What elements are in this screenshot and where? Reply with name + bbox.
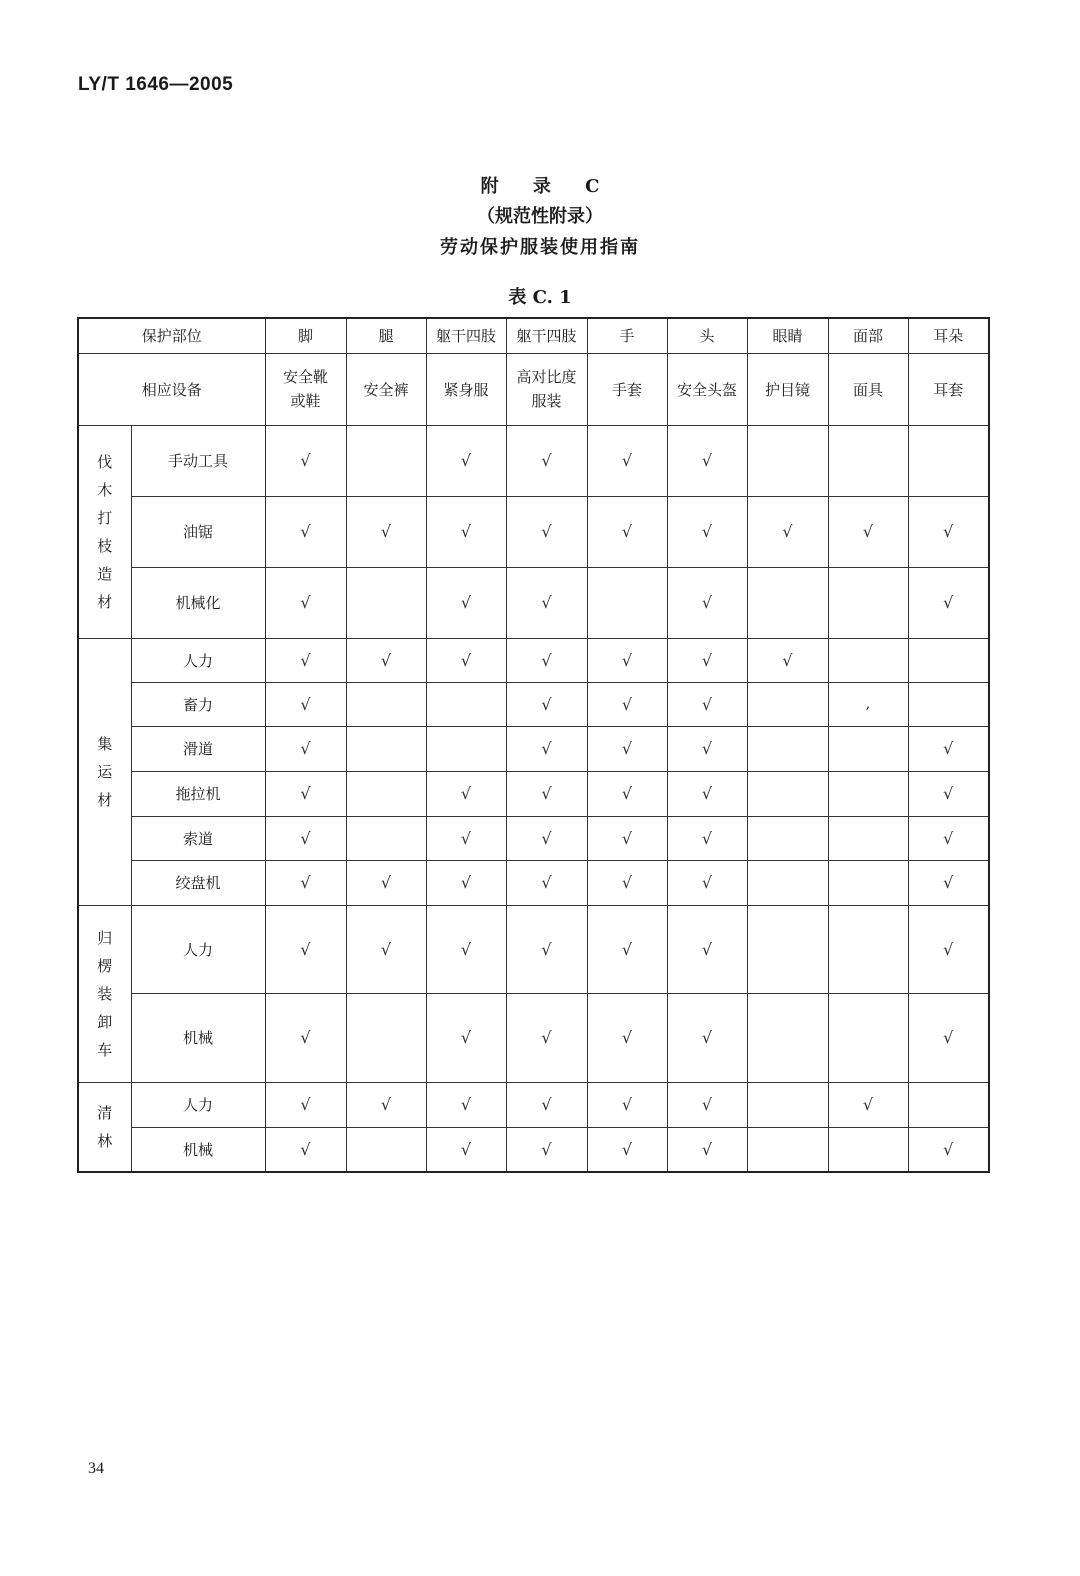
check-mark: √ [506,425,587,496]
check-mark: √ [587,860,667,905]
check-mark: √ [426,771,506,816]
check-mark: √ [667,567,747,638]
check-mark: √ [426,1082,506,1127]
check-mark: √ [828,496,908,567]
check-mark: √ [667,1082,747,1127]
table-row [78,1127,989,1172]
table-row [78,638,989,682]
header-cell: 面部 [828,318,908,353]
check-mark: √ [265,726,346,771]
header-cell: 头 [667,318,747,353]
check-mark: √ [346,638,426,682]
table-row [78,860,989,905]
table-row [78,425,989,496]
row-label: 索道 [131,816,265,860]
check-mark: √ [908,1127,989,1172]
check-mark: √ [265,816,346,860]
check-mark: √ [908,496,989,567]
check-mark: √ [506,567,587,638]
table-row [78,816,989,860]
header-cell: 耳套 [908,353,989,425]
table-row [78,567,989,638]
empty-cell [747,682,828,726]
check-mark: √ [667,726,747,771]
check-mark: √ [587,726,667,771]
empty-cell [908,682,989,726]
group-label-text: 伐木打枝造材 [97,452,113,611]
table-row [78,726,989,771]
check-mark: √ [426,993,506,1082]
check-mark: √ [587,682,667,726]
row-label: 滑道 [131,726,265,771]
empty-cell [346,726,426,771]
header-cell: 安全裤 [346,353,426,425]
check-mark: √ [587,1082,667,1127]
check-mark: √ [346,496,426,567]
check-mark: √ [426,905,506,993]
table-caption: 表 C. 1 [508,287,572,308]
check-mark: √ [265,905,346,993]
check-mark: √ [667,771,747,816]
empty-cell [747,905,828,993]
empty-cell [747,567,828,638]
empty-cell [828,816,908,860]
row-label: 拖拉机 [131,771,265,816]
header-cell: 手 [587,318,667,353]
check-mark: √ [667,993,747,1082]
empty-cell [346,993,426,1082]
table-row [78,905,989,993]
header-row-body-part [78,318,989,353]
check-mark: √ [908,567,989,638]
group-label-text: 清林 [97,1103,113,1150]
header-cell [265,353,346,425]
check-mark: √ [587,993,667,1082]
check-mark: √ [667,682,747,726]
header-cell: 紧身服 [426,353,506,425]
check-mark: √ [265,860,346,905]
check-mark: √ [265,993,346,1082]
annex-type: （规范性附录） [477,206,603,227]
row-label: 绞盘机 [131,860,265,905]
check-mark: √ [346,905,426,993]
check-mark: √ [506,726,587,771]
check-mark: √ [908,993,989,1082]
check-mark: √ [346,860,426,905]
empty-cell [828,638,908,682]
check-mark: √ [426,638,506,682]
check-mark: √ [587,638,667,682]
check-mark: √ [667,1127,747,1172]
check-mark: √ [587,496,667,567]
table-row [78,771,989,816]
empty-cell [346,425,426,496]
header-cell: 安全头盔 [667,353,747,425]
empty-cell [747,1127,828,1172]
check-mark: √ [667,905,747,993]
check-mark: √ [506,1082,587,1127]
empty-cell [747,860,828,905]
check-mark: √ [346,1082,426,1127]
table-row [78,1082,989,1127]
empty-cell [747,1082,828,1127]
empty-cell [747,771,828,816]
empty-cell [747,993,828,1082]
stray-mark: , [828,682,908,726]
row-label: 畜力 [131,682,265,726]
header-cell [506,353,587,425]
empty-cell [828,771,908,816]
page-number: 34 [88,1460,104,1477]
check-mark: √ [506,638,587,682]
row-label: 手动工具 [131,425,265,496]
header-cell: 面具 [828,353,908,425]
check-mark: √ [426,1127,506,1172]
table-row [78,993,989,1082]
row-label: 机械 [131,993,265,1082]
header-cell-text: 安全靴或鞋 [283,368,329,410]
group-label [78,425,131,638]
empty-cell [828,425,908,496]
check-mark: √ [587,1127,667,1172]
annex-headings [0,172,1080,264]
empty-cell [828,860,908,905]
empty-cell [747,816,828,860]
check-mark: √ [426,567,506,638]
check-mark: √ [265,1082,346,1127]
check-mark: √ [908,905,989,993]
empty-cell [828,993,908,1082]
row-label: 油锯 [131,496,265,567]
header-label: 相应设备 [78,353,265,425]
protective-clothing-table [77,317,990,1173]
table-row [78,496,989,567]
empty-cell [908,638,989,682]
header-cell: 手套 [587,353,667,425]
header-cell: 腿 [346,318,426,353]
header-cell: 护目镜 [747,353,828,425]
check-mark: √ [587,425,667,496]
check-mark: √ [908,771,989,816]
header-cell: 眼睛 [747,318,828,353]
group-label [78,905,131,1082]
check-mark: √ [908,860,989,905]
check-mark: √ [667,425,747,496]
check-mark: √ [265,1127,346,1172]
check-mark: √ [426,860,506,905]
check-mark: √ [667,860,747,905]
check-mark: √ [506,860,587,905]
empty-cell [828,567,908,638]
check-mark: √ [265,425,346,496]
group-label-text: 集运材 [97,734,113,809]
header-label: 保护部位 [78,318,265,353]
check-mark: √ [265,638,346,682]
check-mark: √ [587,771,667,816]
check-mark: √ [265,567,346,638]
check-mark: √ [506,1127,587,1172]
empty-cell [747,425,828,496]
empty-cell [587,567,667,638]
row-label: 人力 [131,638,265,682]
empty-cell [747,726,828,771]
check-mark: √ [667,638,747,682]
header-row-equipment [78,353,989,425]
header-cell: 躯干四肢 [506,318,587,353]
header-cell: 脚 [265,318,346,353]
empty-cell [346,816,426,860]
check-mark: √ [747,638,828,682]
check-mark: √ [506,993,587,1082]
check-mark: √ [426,425,506,496]
empty-cell [828,1127,908,1172]
check-mark: √ [265,496,346,567]
header-cell: 耳朵 [908,318,989,353]
empty-cell [346,771,426,816]
check-mark: √ [506,682,587,726]
table-row [78,682,989,726]
check-mark: √ [506,771,587,816]
check-mark: √ [506,816,587,860]
empty-cell [908,1082,989,1127]
empty-cell [828,726,908,771]
group-label-text: 归楞装卸车 [97,928,113,1059]
check-mark: √ [828,1082,908,1127]
standard-code: LY/T 1646—2005 [78,74,234,95]
row-label: 机械 [131,1127,265,1172]
empty-cell [346,1127,426,1172]
row-label: 人力 [131,1082,265,1127]
check-mark: √ [587,816,667,860]
check-mark: √ [426,816,506,860]
check-mark: √ [908,816,989,860]
check-mark: √ [667,816,747,860]
check-mark: √ [265,682,346,726]
row-label: 人力 [131,905,265,993]
check-mark: √ [265,771,346,816]
check-mark: √ [506,905,587,993]
annex-title: 附 录 C [480,176,614,197]
header-cell: 躯干四肢 [426,318,506,353]
empty-cell [828,905,908,993]
row-label: 机械化 [131,567,265,638]
check-mark: √ [426,496,506,567]
empty-cell [346,682,426,726]
check-mark: √ [747,496,828,567]
empty-cell [908,425,989,496]
check-mark: √ [908,726,989,771]
check-mark: √ [667,496,747,567]
header-cell-text: 高对比度服装 [516,368,577,410]
check-mark: √ [587,905,667,993]
group-label [78,638,131,905]
group-label [78,1082,131,1172]
empty-cell [426,682,506,726]
empty-cell [426,726,506,771]
check-mark: √ [506,496,587,567]
document-title: 劳动保护服装使用指南 [440,237,640,258]
empty-cell [346,567,426,638]
